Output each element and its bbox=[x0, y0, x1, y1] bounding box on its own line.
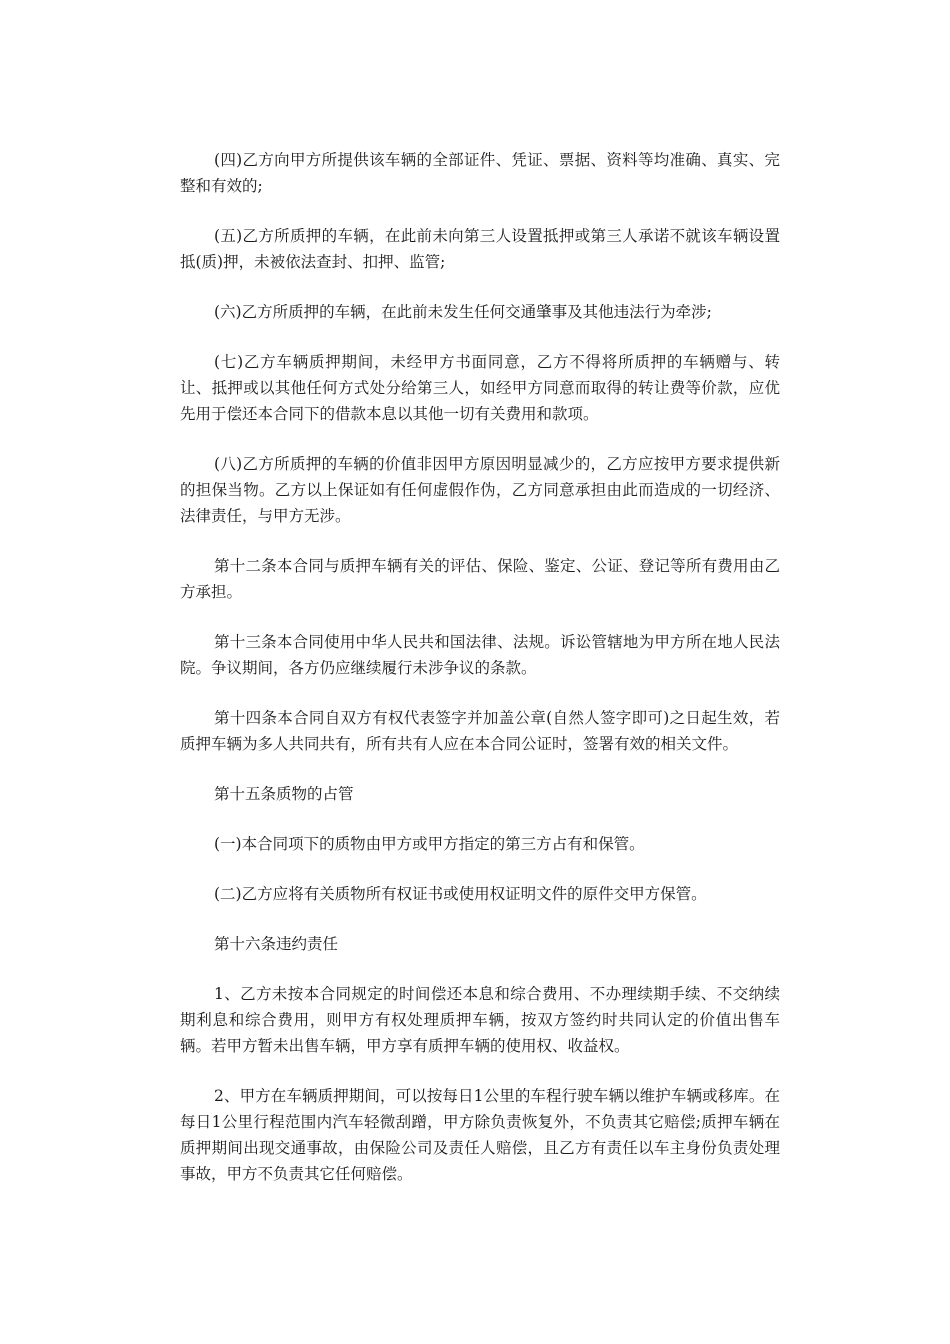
article-14-paragraph: 第十四条本合同自双方有权代表签字并加盖公章(自然人签字即可)之日起生效，若质押车辆为多人共同共有，所有共有人应在本合同公证时，签署有效的相关文件。 bbox=[180, 709, 780, 753]
clause-6-paragraph: (六)乙方所质押的车辆，在此前未发生任何交通肇事及其他违法行为牵涉; bbox=[214, 303, 712, 321]
article-15-item-1: (一)本合同项下的质物由甲方或甲方指定的第三方占有和保管。 bbox=[214, 835, 645, 853]
clause-8-paragraph: (八)乙方所质押的车辆的价值非因甲方原因明显减少的，乙方应按甲方要求提供新的担保当物。乙方以上保证如有任何虚假作伪，乙方同意承担由此而造成的一切经济、法律责任，与甲方无涉。 bbox=[180, 455, 780, 525]
article-12-paragraph: 第十二条本合同与质押车辆有关的评估、保险、鉴定、公证、登记等所有费用由乙方承担。 bbox=[180, 557, 780, 601]
article-16-item-2: 2、甲方在车辆质押期间，可以按每日1公里的车程行驶车辆以维护车辆或移库。在每日1公里行程范围内汽车轻微刮蹭，甲方除负责恢复外，不负责其它赔偿;质押车辆在质押期间出现交通事故，由保险公司及责任人赔偿，且乙方有责任以车主身份负责处理事故，甲方不负责其它任何赔偿。 bbox=[180, 1087, 780, 1183]
clause-7-paragraph: (七)乙方车辆质押期间，未经甲方书面同意，乙方不得将所质押的车辆赠与、转让、抵押或以其他任何方式处分给第三人，如经甲方同意而取得的转让费等价款，应优先用于偿还本合同下的借款本息以其他一切有关费用和款项。 bbox=[180, 353, 780, 423]
clause-4-paragraph: (四)乙方向甲方所提供该车辆的全部证件、凭证、票据、资料等均准确、真实、完整和有效的; bbox=[180, 151, 780, 195]
article-15-heading: 第十五条质物的占管 bbox=[214, 785, 354, 803]
article-15-item-2: (二)乙方应将有关质物所有权证书或使用权证明文件的原件交甲方保管。 bbox=[214, 885, 707, 903]
clause-5-paragraph: (五)乙方所质押的车辆，在此前未向第三人设置抵押或第三人承诺不就该车辆设置抵(质)押，未被依法查封、扣押、监管; bbox=[180, 227, 780, 271]
article-16-heading: 第十六条违约责任 bbox=[214, 935, 339, 953]
document-body bbox=[180, 147, 780, 1211]
article-16-item-1: 1、乙方未按本合同规定的时间偿还本息和综合费用、不办理续期手续、不交纳续期利息和综合费用，则甲方有权处理质押车辆，按双方签约时共同认定的价值出售车辆。若甲方暂未出售车辆，甲方享有质押车辆的使用权、收益权。 bbox=[180, 985, 780, 1055]
article-13-paragraph: 第十三条本合同使用中华人民共和国法律、法规。诉讼管辖地为甲方所在地人民法院。争议期间，各方仍应继续履行未涉争议的条款。 bbox=[180, 633, 780, 677]
